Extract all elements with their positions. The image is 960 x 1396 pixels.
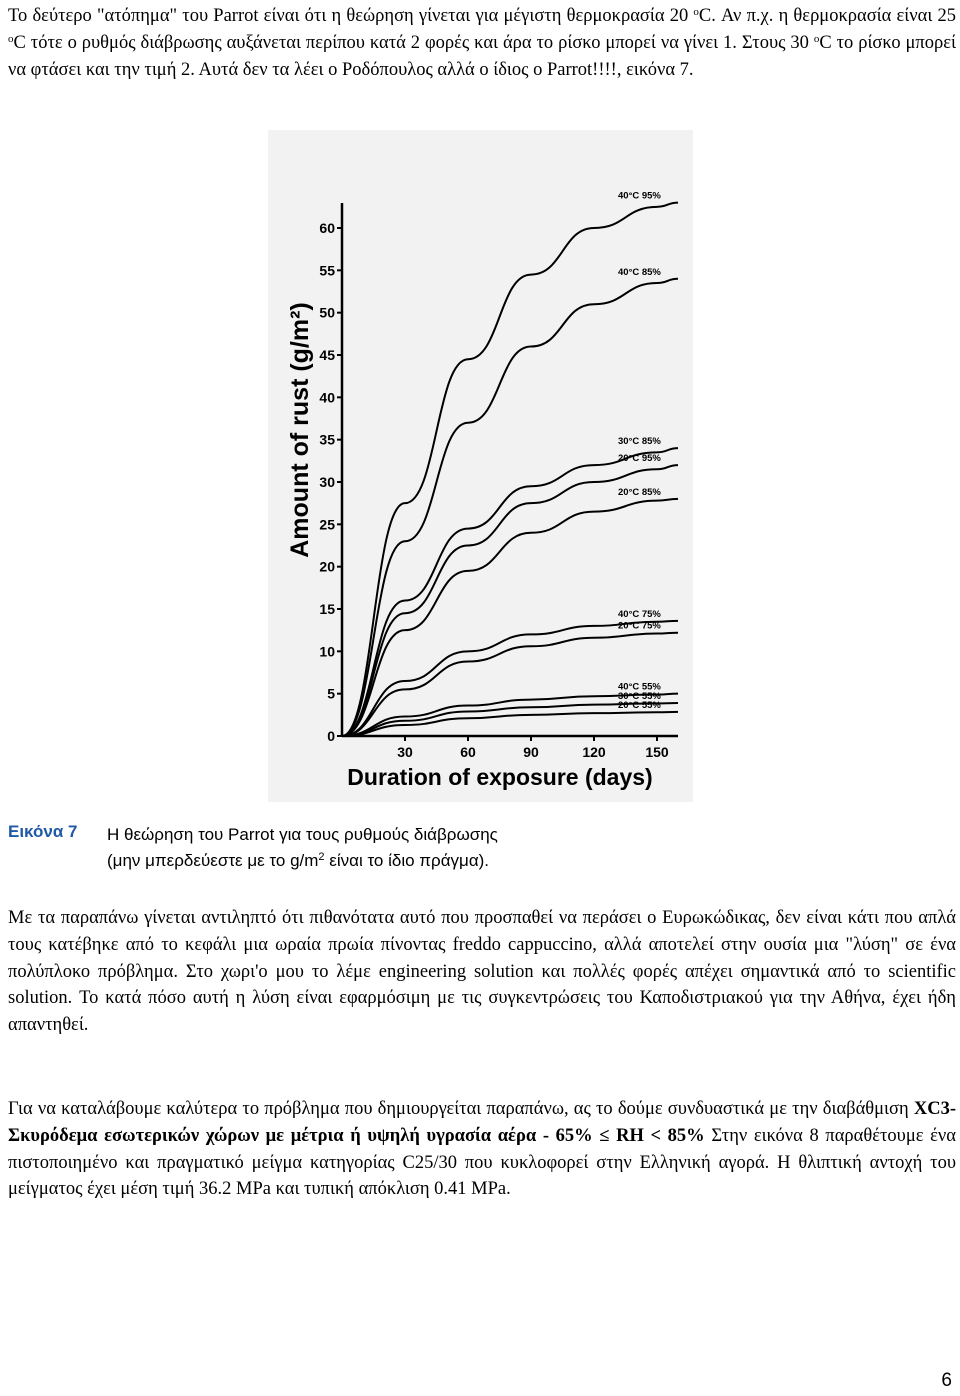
x-tick-label: 150: [645, 744, 669, 760]
x-tick-label: 120: [582, 744, 606, 760]
caption-line: [107, 848, 498, 874]
body-paragraph: [8, 1096, 956, 1203]
y-tick-label: 60: [319, 220, 335, 236]
y-tick-label: 5: [327, 685, 335, 702]
x-axis-label: Duration of exposure (days): [347, 764, 653, 790]
superscript: 2: [318, 851, 325, 863]
series-label: 40°C 55%: [618, 681, 661, 693]
series-label: 20°C 85%: [618, 486, 661, 498]
intro-paragraph: [8, 3, 956, 83]
series-label: 30°C 85%: [618, 436, 661, 448]
figure-label: Εικόνα 7: [8, 822, 78, 841]
text-run: C τότε ο ρυθμός διάβρωσης αυξάνεται περίπου κατά 2 φορές και άρα το ρίσκο μπορεί να γίνει 1. Στους 30: [13, 32, 814, 53]
series-label: 30°C 55%: [618, 690, 661, 702]
figure-caption: [107, 822, 498, 874]
x-tick-label: 60: [460, 744, 476, 760]
series-label: 40°C 75%: [618, 608, 661, 620]
y-tick-label: 15: [319, 601, 335, 617]
text-run: Το δεύτερο "ατόπημα" του Parrot είναι ότι η θεώρηση γίνεται για μέγιστη θερμοκρασία 20: [8, 6, 694, 26]
series-label: 40°C 85%: [618, 266, 661, 278]
y-tick-label: 10: [319, 643, 335, 660]
series-label: 40°C 95%: [618, 190, 661, 202]
caption-line: Η θεώρηση του Parrot για τους ρυθμούς διάβρωσης: [107, 825, 498, 844]
y-tick-label: 40: [319, 389, 335, 406]
exposure-class-bold: XC3- Σκυρόδεμα εσωτερικών χώρων με μέτρια ή υψηλή υγρασία αέρα - 65% ≤ RH < 85%: [8, 1099, 956, 1146]
y-tick-label: 35: [319, 431, 335, 448]
y-tick-label: 45: [319, 347, 335, 363]
degree-superscript: o: [693, 6, 699, 18]
text-run: είναι το ίδιο πράγμα).: [324, 851, 490, 870]
text-run: Στην εικόνα 8 παραθέτουμε ένα πιστοποιημένο και πραγματικό μείγμα κατηγορίας C25/30 που κυκλοφορεί στην Ελληνική αγορά. Η θλιπτική αντοχή του μείγματος έχει μέση τιμή 36.2 MPa και τυπική απόκλιση 0.41 MPa.: [8, 1125, 956, 1200]
text-run: (μην μπερδεύεστε με το g/m: [107, 851, 319, 870]
degree-superscript: o: [8, 32, 14, 45]
body-paragraph: Με τα παραπάνω γίνεται αντιληπτό ότι πιθανότατα αυτό που προσπαθεί να περάσει ο Ευρωκώδικας, δεν είναι κάτι που απλά τους κατέβηκε από το κεφάλι μια ωραία πρωία πίνοντας freddo cappuccino, αλλά αποτελεί στην ουσία μια "λύση" σε ένα πολύπλοκο πρόβλημα. Στο χωρι'ο μου το λέμε engineering solution και πολλές φορές απέχει σημαντικά από το scientific solution. Το κατά πόσο αυτή η λύση είναι εφαρμόσιμη με τις συγκεντρώσεις του Καποδιστριακού για την Αθήνα, έχει ήδη απαντηθεί.: [8, 908, 956, 1036]
y-tick-label: 0: [327, 728, 335, 744]
y-tick-label: 25: [319, 516, 335, 533]
page-number: 6: [941, 1370, 952, 1391]
rust-chart: [268, 130, 693, 802]
y-tick-label: 50: [319, 304, 335, 321]
degree-superscript: o: [813, 32, 820, 45]
x-tick-label: 30: [397, 744, 413, 760]
text-run: C το ρίσκο μπορεί να φτάσει και την τιμή 2. Αυτά δεν τα λέει ο Ροδόπουλος αλλά ο ίδιος ο Parrot!!!!, εικόνα 7.: [8, 32, 956, 80]
y-tick-label: 30: [319, 474, 335, 490]
y-tick-label: 55: [319, 262, 335, 279]
x-tick-label: 90: [523, 744, 539, 760]
series-label: 20°C 55%: [618, 699, 661, 711]
y-axis-label: Amount of rust (g/m²): [286, 302, 314, 558]
text-run: Για να καταλάβουμε καλύτερα το πρόβλημα που δημιουργείται παραπάνω, ας το δούμε συνδυαστικά με την διαβάθμιση: [8, 1099, 914, 1119]
series-label: 20°C 95%: [618, 453, 661, 465]
y-tick-label: 20: [319, 558, 335, 575]
text-run: C. Αν π.χ. η θερμοκρασία είναι 25: [698, 6, 957, 26]
series-label: 20°C 75%: [618, 620, 661, 632]
